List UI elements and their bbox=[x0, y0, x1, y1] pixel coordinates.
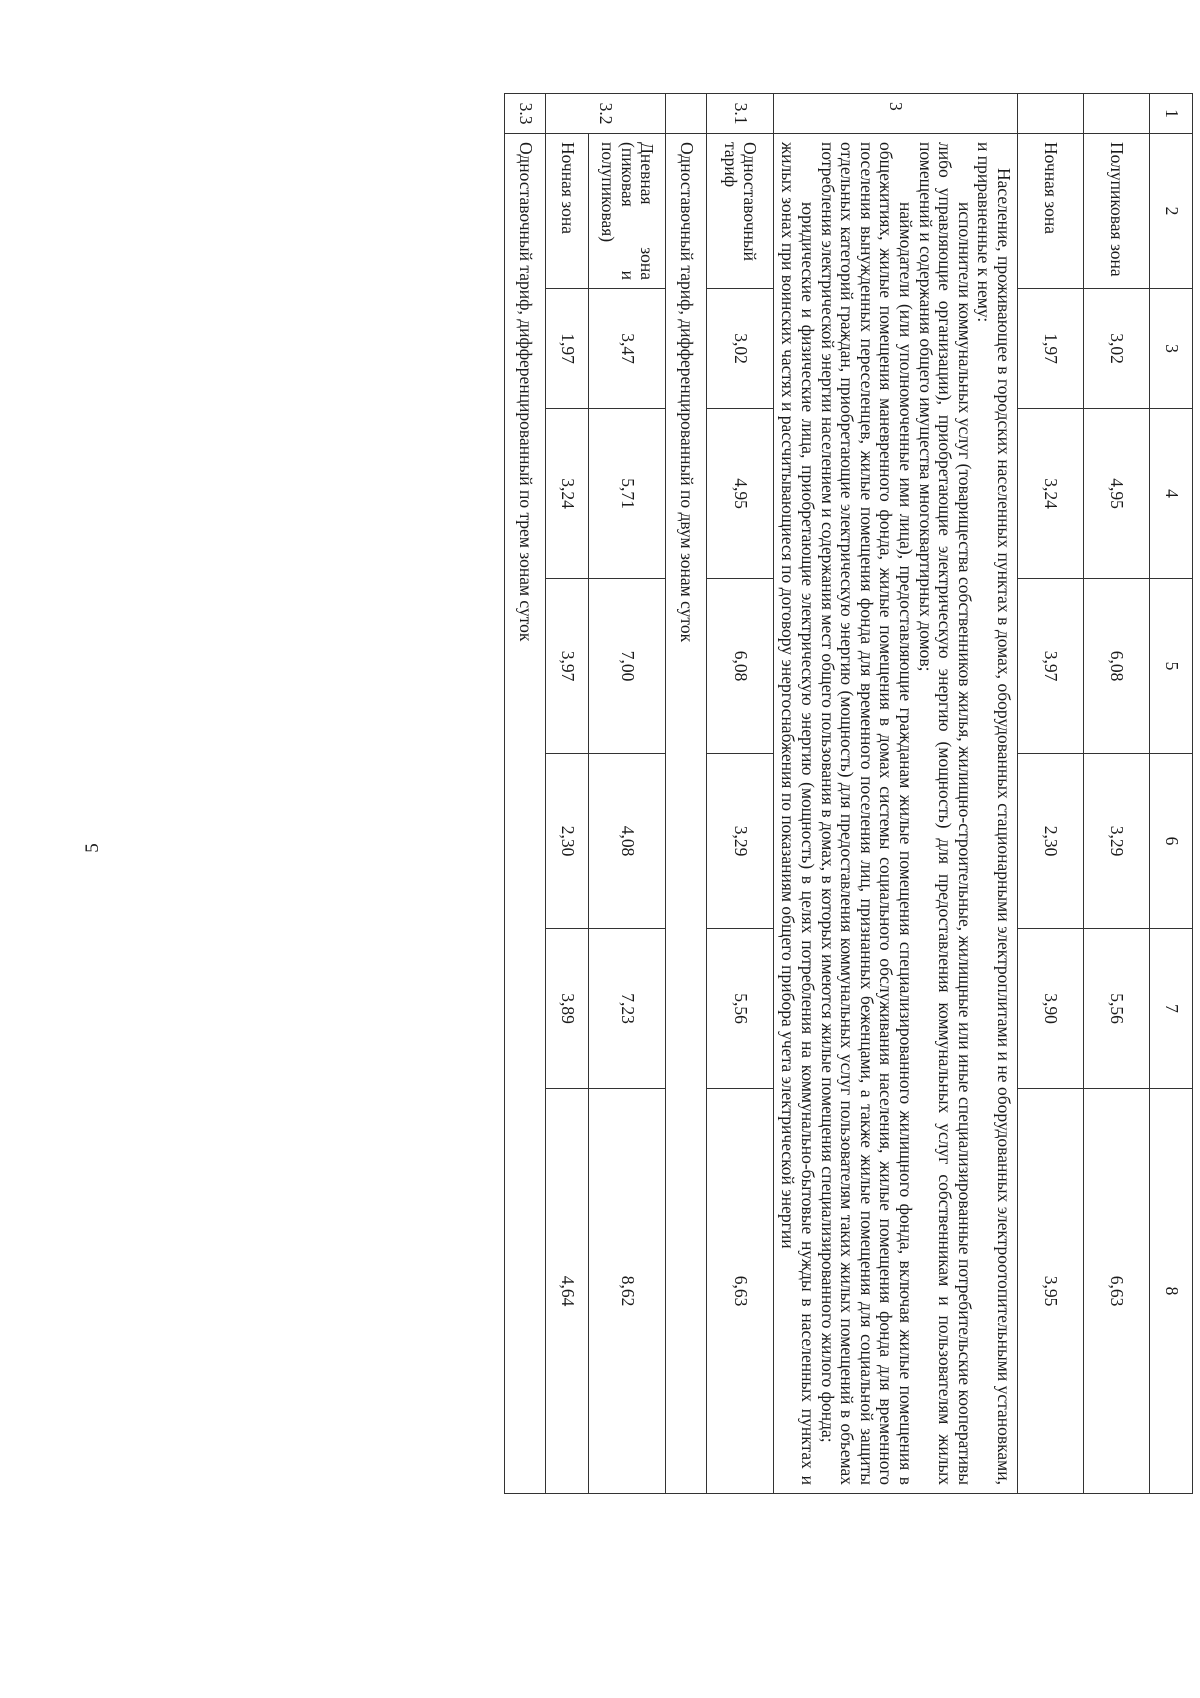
label-part: и bbox=[617, 270, 638, 280]
header-cell: 5 bbox=[1150, 579, 1193, 754]
label-part: Дневная bbox=[637, 142, 658, 205]
value-cell: 3,89 bbox=[545, 929, 588, 1089]
header-row bbox=[1150, 94, 1193, 1494]
section-3-paragraph: исполнители коммунальных услуг (товарищества собственников жилья, жилищно-строительные, жилищные или иные специализированные потребительские кооперативы либо управляющие организации), приобретающие электрическую энергию (мощность) для предоставления коммунальных услуг собственникам и пользователям жилых помещений и содержания общего имущества многоквартирных домов; bbox=[915, 142, 975, 1485]
section-3-description bbox=[773, 134, 1017, 1494]
value-cell: 5,56 bbox=[706, 929, 773, 1089]
row-number: 3.1 bbox=[706, 94, 773, 134]
section-3-paragraph: Население, проживающее в городских населенных пунктах в домах, оборудованных стационарными электроплитами и не оборудованных электроотопительными установками, и приравненные к нему: bbox=[974, 142, 1014, 1485]
value-cell: 2,30 bbox=[545, 754, 588, 929]
value-cell: 7,23 bbox=[588, 929, 665, 1089]
label-part: (пиковая bbox=[617, 142, 638, 207]
table-row bbox=[706, 94, 773, 1494]
table-row bbox=[545, 94, 588, 1494]
tariff-table-rotated bbox=[298, 93, 1193, 1493]
value-cell: 6,08 bbox=[706, 579, 773, 754]
row-label: Ночная зона bbox=[545, 134, 588, 289]
value-cell: 5,71 bbox=[588, 409, 665, 579]
row-label: Полупиковая зона bbox=[1084, 134, 1150, 289]
section-3-paragraph: наймодатели (или уполномоченные ими лица), предоставляющие гражданам жилые помещения специализированного жилищного фонда, включая жилые помещения в общежитиях, жилые помещения маневренного фонда, жилые помещения в домах системы социального обслуживания населения, жилые помещения фонда для временного поселения вынужденных переселенцев, жилые помещения фонда для временного поселения лиц, признанных беженцами, а также жилые помещения для социальной защиты отдельных категорий граждан, приобретающие электрическую энергию (мощность) для предоставления коммунальных услуг пользователям таких жилых помещений в объемах потребления электрической энергии населением и содержания мест общего пользования в домах, в которых имеются жилые помещения специализированного жилого фонда; bbox=[817, 142, 917, 1485]
header-cell: 2 bbox=[1150, 134, 1193, 289]
value-cell: 3,02 bbox=[1084, 289, 1150, 409]
label-part: полупиковая) bbox=[598, 142, 619, 243]
header-cell: 4 bbox=[1150, 409, 1193, 579]
row-number: 3 bbox=[773, 94, 1017, 134]
value-cell: 3,29 bbox=[1084, 754, 1150, 929]
value-cell: 3,24 bbox=[545, 409, 588, 579]
row-number bbox=[1018, 94, 1084, 134]
row-label: Одноставочный тариф bbox=[706, 134, 773, 289]
value-cell: 4,95 bbox=[1084, 409, 1150, 579]
table-row bbox=[665, 94, 706, 1494]
header-cell: 8 bbox=[1150, 1089, 1193, 1494]
value-cell: 4,64 bbox=[545, 1089, 588, 1494]
value-cell: 6,63 bbox=[1084, 1089, 1150, 1494]
table-row bbox=[504, 94, 545, 1494]
value-cell: 6,08 bbox=[1084, 579, 1150, 754]
section-3-paragraph: юридические и физические лица, приобретающие электрическую энергию (мощность) в целях потребления на коммунально-бытовые нужды в населенных пунктах и жилых зонах при воинских частях и рассчитывающиеся по договору энергоснабжения по показаниям общего прибора учета электрической энергии bbox=[778, 142, 819, 1485]
header-cell: 1 bbox=[1150, 94, 1193, 134]
row-number bbox=[1084, 94, 1150, 134]
value-cell: 2,30 bbox=[1018, 754, 1084, 929]
value-cell: 3,97 bbox=[1018, 579, 1084, 754]
merged-subheading: Одноставочный тариф, дифференцированный по двум зонам суток bbox=[665, 134, 706, 1494]
row-label: Ночная зона bbox=[1018, 134, 1084, 289]
value-cell: 4,08 bbox=[588, 754, 665, 929]
table-row bbox=[588, 94, 665, 1494]
header-cell: 6 bbox=[1150, 754, 1193, 929]
row-number bbox=[665, 94, 706, 134]
value-cell: 8,62 bbox=[588, 1089, 665, 1494]
row-number: 3.2 bbox=[545, 94, 665, 134]
header-cell: 3 bbox=[1150, 289, 1193, 409]
value-cell: 1,97 bbox=[1018, 289, 1084, 409]
tariff-table bbox=[504, 93, 1193, 1494]
value-cell: 1,97 bbox=[545, 289, 588, 409]
value-cell: 3,95 bbox=[1018, 1089, 1084, 1494]
value-cell: 6,63 bbox=[706, 1089, 773, 1494]
table-row bbox=[1084, 94, 1150, 1494]
value-cell: 3,02 bbox=[706, 289, 773, 409]
section-3-row bbox=[773, 94, 1017, 1494]
value-cell: 7,00 bbox=[588, 579, 665, 754]
value-cell: 3,47 bbox=[588, 289, 665, 409]
value-cell: 3,90 bbox=[1018, 929, 1084, 1089]
value-cell: 4,95 bbox=[706, 409, 773, 579]
value-cell: 5,56 bbox=[1084, 929, 1150, 1089]
value-cell: 3,24 bbox=[1018, 409, 1084, 579]
merged-subheading: Одноставочный тариф, дифференцированный по трем зонам суток bbox=[504, 134, 545, 1494]
label-part: зона bbox=[637, 247, 658, 280]
value-cell: 3,29 bbox=[706, 754, 773, 929]
table-row bbox=[1018, 94, 1084, 1494]
header-cell: 7 bbox=[1150, 929, 1193, 1089]
row-label bbox=[588, 134, 665, 289]
row-number: 3.3 bbox=[504, 94, 545, 134]
value-cell: 3,97 bbox=[545, 579, 588, 754]
page-number: 5 bbox=[81, 843, 103, 853]
